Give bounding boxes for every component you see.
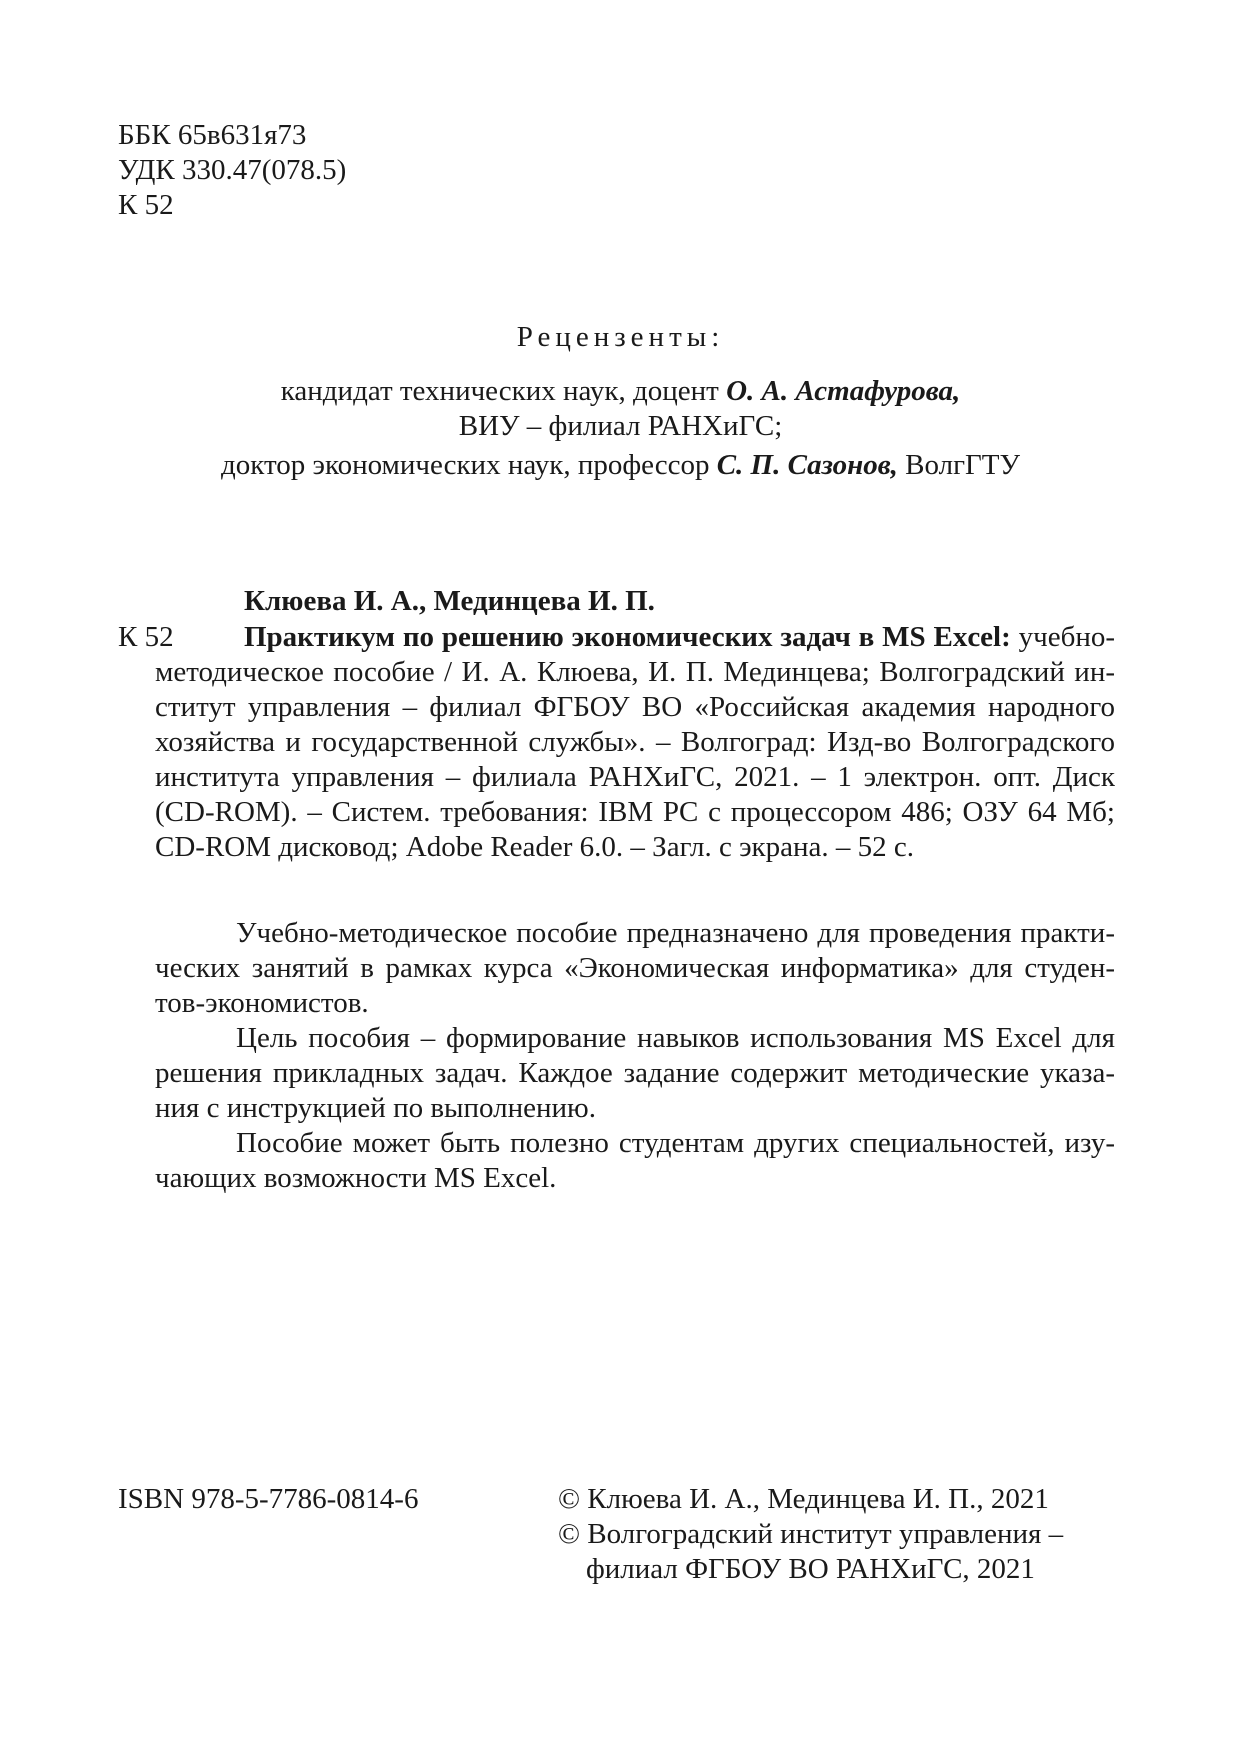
reviewer-2-title: доктор экономических наук, профессор bbox=[221, 449, 717, 481]
reviewers-heading: Рецензенты: bbox=[516, 321, 725, 353]
reviewer-2-name: С. П. Сазонов, bbox=[716, 449, 898, 481]
copyright-authors: © Клюева И. А., Мединцева И. П., 2021 bbox=[558, 1483, 1049, 1515]
authors-heading: Клюева И. А., Мединцева И. П. bbox=[244, 585, 655, 617]
bibliographic-description: Практикум по решению экономических задач в MS Excel: учебно- методическое пособие / И. А. Клюева, И. П. Мединцева; Волгоградский ин- ститут управления – филиал ФГБОУ ВО «Российская академия народного хозяйства и государственной службы». – Волгоград: Изд-во Волгоградского института управления – филиала РАНХиГС, 2021. – 1 электрон. опт. Диск (CD-ROM). – Систем. требования: IBM PC с процессором 486; ОЗУ 64 Мб; CD-ROM дисковод; Adobe Reader 6.0. – Загл. с экрана. – 52 с. bbox=[155, 621, 1115, 863]
bbk-code: ББК 65в631я73 bbox=[118, 119, 307, 151]
reviewer-1-name: О. А. Астафурова, bbox=[726, 375, 961, 407]
annotation bbox=[155, 916, 1115, 1196]
biblio-author-mark: К 52 bbox=[118, 621, 174, 653]
reviewer-1-affiliation: ВИУ – филиал РАНХиГС; bbox=[458, 410, 783, 442]
udk-code: УДК 330.47(078.5) bbox=[118, 154, 347, 186]
author-mark: К 52 bbox=[118, 189, 174, 221]
copyright bbox=[558, 1482, 1063, 1587]
classification-codes bbox=[118, 118, 346, 223]
reviewer-2-affiliation: ВолгГТУ bbox=[897, 449, 1020, 481]
copyright-institute-cont: филиал ФГБОУ ВО РАНХиГС, 2021 bbox=[586, 1553, 1035, 1585]
isbn: ISBN 978-5-7786-0814-6 bbox=[118, 1483, 419, 1515]
book-title: Практикум по решению экономических задач в MS Excel: bbox=[244, 621, 1011, 653]
annotation-paragraph-3: Пособие может быть полезно студентам других специальностей, изу- чающих возможности MS Excel. bbox=[155, 1127, 1115, 1194]
annotation-paragraph-1: Учебно-методическое пособие предназначено для проведения практи- ческих занятий в рамках курса «Экономическая информатика» для студен- тов-экономистов. bbox=[155, 917, 1115, 1019]
copyright-institute: © Волгоградский институт управления – bbox=[558, 1518, 1064, 1550]
annotation-paragraph-2: Цель пособия – формирование навыков использования MS Excel для решения прикладных задач. Каждое задание содержит методические указа- ния с инструкцией по выполнению. bbox=[155, 1022, 1115, 1124]
reviewer-1 bbox=[0, 374, 1241, 444]
reviewer-1-title: кандидат технических наук, доцент bbox=[280, 375, 727, 407]
reviewer-2 bbox=[0, 448, 1241, 483]
